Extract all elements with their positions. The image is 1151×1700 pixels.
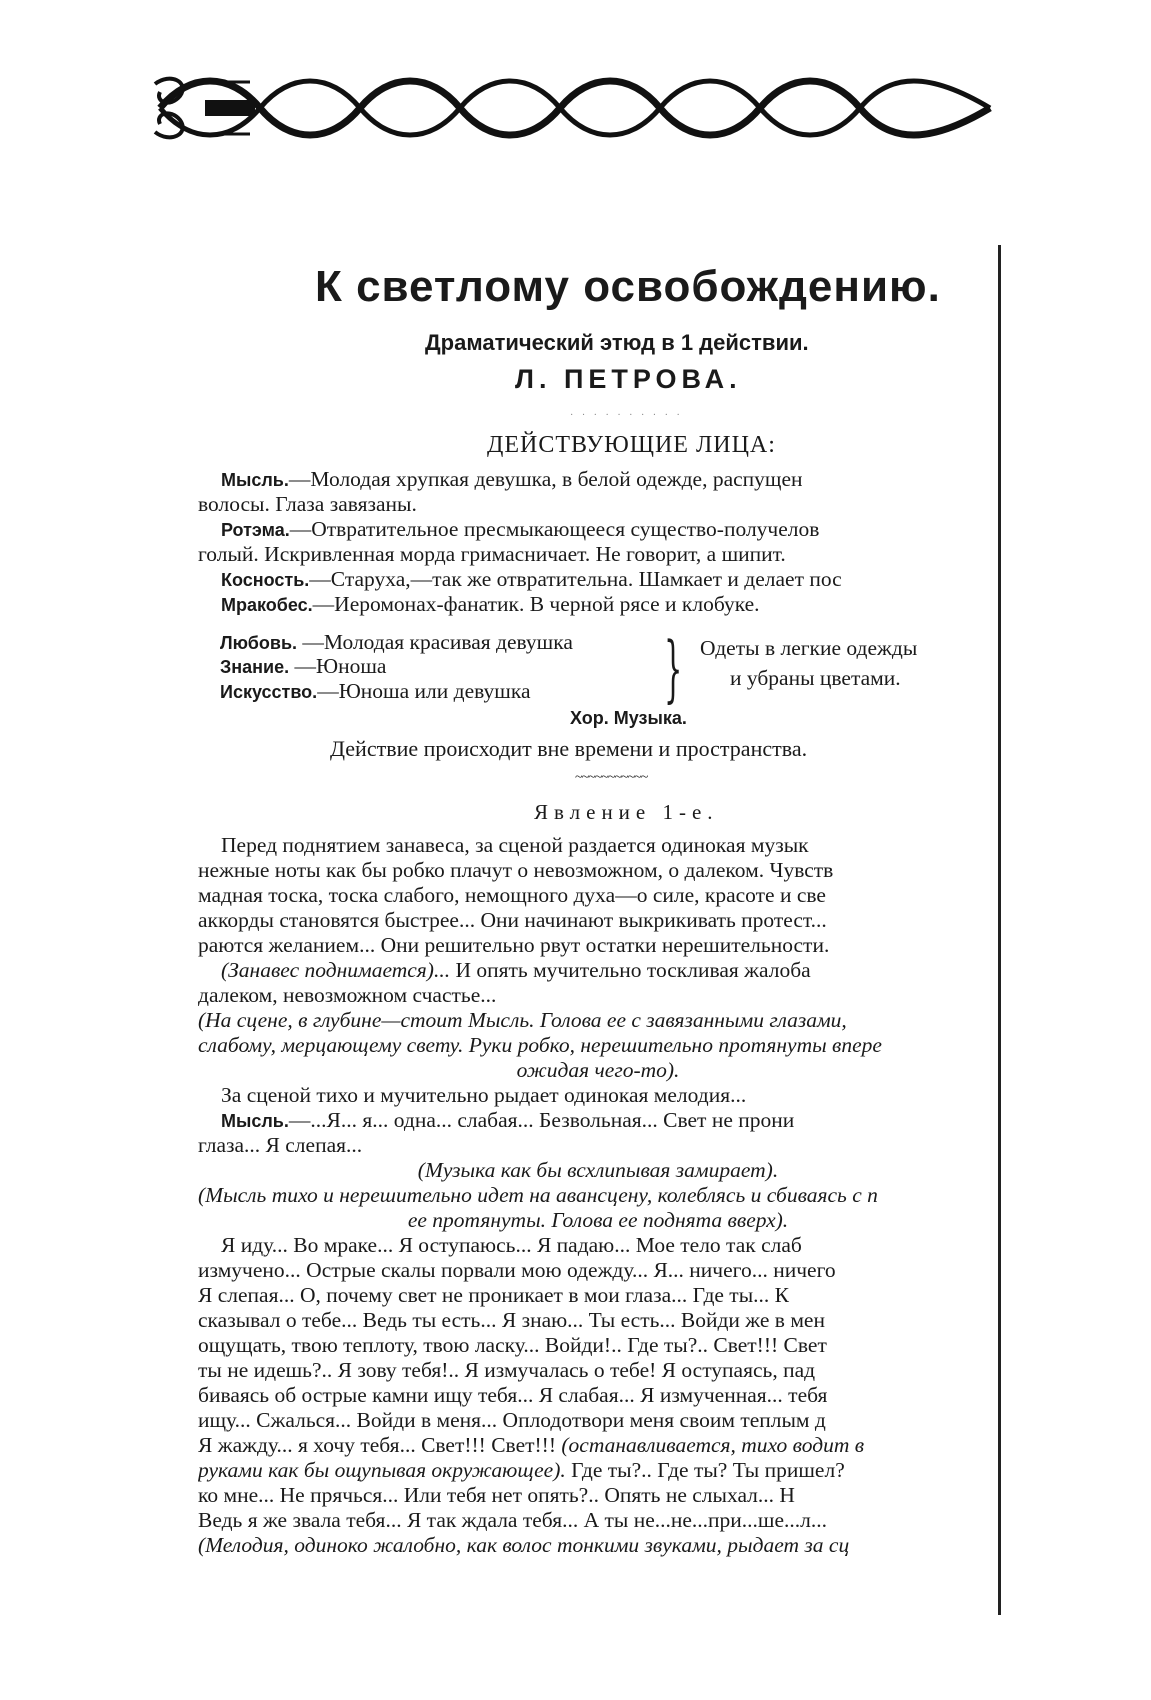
line-text: Ведь я же звала тебя... Я так ждала тебя... А ты не...не...при...ше...л... — [198, 1508, 828, 1532]
text-line — [198, 883, 998, 908]
text-line — [198, 1158, 998, 1183]
text-line — [198, 1508, 998, 1533]
line-text: далеком, невозможном счастье... — [198, 983, 497, 1007]
cast-member — [198, 467, 998, 492]
text-line — [198, 1483, 998, 1508]
line-text: нежные ноты как бы робко плачут о невозможном, о далеком. Чувств — [198, 858, 834, 882]
text-line — [198, 833, 998, 858]
line-text: Перед поднятием занавеса, за сценой раздается одинокая музык — [221, 833, 809, 857]
stage-direction: (останавливается, тихо водит в — [561, 1433, 865, 1457]
text-line — [198, 1108, 998, 1133]
text-line — [198, 933, 998, 958]
play-subtitle: Драматический этюд в 1 действии. — [425, 330, 809, 355]
text-line — [198, 1058, 998, 1083]
stage-direction: руками как бы ощупывая окружающее). — [198, 1458, 566, 1482]
scene-divider: ~~~~~~~~~~~ — [575, 770, 648, 785]
cast-member — [198, 542, 998, 567]
line-text: ко мне... Не прячься... Или тебя нет опять?.. Опять не слыхал... Н — [198, 1483, 795, 1507]
line-text: биваясь об острые камни ищу тебя... Я слабая... Я измученная... тебя — [198, 1383, 828, 1407]
cast-member — [198, 592, 998, 617]
text-line — [198, 1258, 998, 1283]
role-description: волосы. Глаза завязаны. — [198, 492, 417, 516]
text-line — [198, 1433, 998, 1458]
brace: } — [664, 626, 683, 710]
role-name: Мракобес. — [221, 595, 313, 615]
line-text: ищу... Сжалься... Войди в меня... Оплодотвори меня своим теплым д — [198, 1408, 826, 1432]
text-line — [198, 1408, 998, 1433]
line-text: ты не идешь?.. Я зову тебя!.. Я измучалась о тебе! Я оступаясь, пад — [198, 1358, 816, 1382]
line-text: измучено... Острые скалы порвали мою одежду... Я... ничего... ничего — [198, 1258, 836, 1282]
cast-group-member: Искусство.—Юноша или девушка — [220, 679, 531, 703]
chorus-music: Хор. Музыка. — [570, 708, 687, 728]
text-line — [198, 1083, 998, 1108]
margin-rule — [998, 245, 1001, 1615]
text-line — [198, 1033, 998, 1058]
line-text: сказывал о тебе... Ведь ты есть... Я знаю... Ты есть... Войди же в мен — [198, 1308, 825, 1332]
text-line — [198, 983, 998, 1008]
text-line — [198, 1233, 998, 1258]
cast-member — [198, 567, 998, 592]
text-line — [198, 858, 998, 883]
text-line — [198, 1383, 998, 1408]
text-line — [198, 1283, 998, 1308]
text-line — [198, 1008, 998, 1033]
role-name: Мысль. — [221, 470, 289, 490]
text-line — [198, 1133, 998, 1158]
text-line — [198, 1308, 998, 1333]
title-divider: · · · · · · · · · · — [570, 410, 683, 421]
text-line — [198, 1458, 998, 1483]
line-text: мадная тоска, тоска слабого, немощного духа—о силе, красоте и све — [198, 883, 826, 907]
line-text: раются желанием... Они решительно рвут остатки нерешительности. — [198, 933, 830, 957]
line-text: ее протянуты. Голова ее поднята вверх). — [407, 1208, 789, 1232]
cast-heading: ДЕЙСТВУЮЩИЕ ЛИЦА: — [487, 432, 776, 458]
line-text: (Музыка как бы всхлипывая замирает). — [417, 1158, 779, 1182]
role-name: Ротэма. — [221, 520, 290, 540]
text-line — [198, 1183, 998, 1208]
line-text: Я иду... Во мраке... Я оступаюсь... Я падаю... Мое тело так слаб — [221, 1233, 802, 1257]
line-text: Я слепая... О, почему свет не проникает в мои глаза... Где ты... К — [198, 1283, 789, 1307]
cast-member — [198, 492, 998, 517]
role-description: —Отвратительное пресмыкающееся существо-получелов — [289, 517, 820, 541]
line-text: И опять мучительно тоскливая жалоба — [450, 958, 811, 982]
role-description: —Молодая хрупкая девушка, в белой одежде, распущен — [288, 467, 803, 491]
text-line — [198, 958, 998, 983]
role-description: —Старуха,—так же отвратительна. Шамкает и делает пос — [309, 567, 842, 591]
text-line — [198, 1358, 998, 1383]
role-description: голый. Искривленная морда гримасничает. Не говорит, а шипит. — [198, 542, 786, 566]
author-name: Л. ПЕТРОВА. — [515, 364, 742, 394]
role-description: —Иеромонах-фанатик. В черной рясе и клобуке. — [312, 592, 760, 616]
line-text: ожидая чего-то). — [516, 1058, 680, 1082]
line-text: —...Я... я... одна... слабая... Безвольная... Свет не прони — [288, 1108, 795, 1132]
cast-member — [198, 517, 998, 542]
line-text: Я жажду... я хочу тебя... Свет!!! Свет!!! — [198, 1433, 562, 1457]
play-title: К светлому освобождению. — [315, 262, 941, 311]
cast-list — [198, 467, 998, 617]
line-text: (Мысль тихо и нерешительно идет на авансцену, колеблясь и сбиваясь с п — [198, 1183, 878, 1207]
cast-group — [220, 626, 1000, 710]
text-line — [198, 1533, 998, 1558]
line-text: слабому, мерцающему свету. Руки робко, нерешительно протянуты впере — [198, 1033, 882, 1057]
cast-group-note: и убраны цветами. — [730, 666, 901, 690]
line-text: (На сцене, в глубине—стоит Мысль. Голова ее с завязанными глазами, — [198, 1008, 847, 1032]
line-text: (Мелодия, одиноко жалобно, как волос тонкими звуками, рыдает за сц — [198, 1533, 850, 1557]
line-text: Где ты?.. Где ты? Ты пришел? — [565, 1458, 845, 1482]
stage-direction: (Занавес поднимается)... — [221, 958, 451, 982]
setting-line: Действие происходит вне времени и пространства. — [330, 736, 808, 761]
line-text: За сценой тихо и мучительно рыдает одинокая мелодия... — [221, 1083, 747, 1107]
scene-text — [198, 833, 998, 1558]
cast-group-member: Любовь. —Молодая красивая девушка — [220, 630, 573, 654]
line-text: аккорды становятся быстрее... Они начинают выкрикивать протест... — [198, 908, 827, 932]
text-line — [198, 1208, 998, 1233]
cast-group-member: Знание. —Юноша — [220, 654, 387, 678]
text-line — [198, 1333, 998, 1358]
role-name: Косность. — [221, 570, 310, 590]
line-text: ощущать, твою теплоту, твою ласку... Войди!.. Где ты?.. Свет!!! Свет — [198, 1333, 827, 1357]
line-text: глаза... Я слепая... — [198, 1133, 363, 1157]
ornament-border — [150, 72, 1000, 144]
scene-title: Явление 1-е. — [534, 800, 719, 824]
text-line — [198, 908, 998, 933]
cast-group-note: Одеты в легкие одежды — [700, 636, 918, 660]
speaker-name: Мысль. — [221, 1111, 289, 1131]
